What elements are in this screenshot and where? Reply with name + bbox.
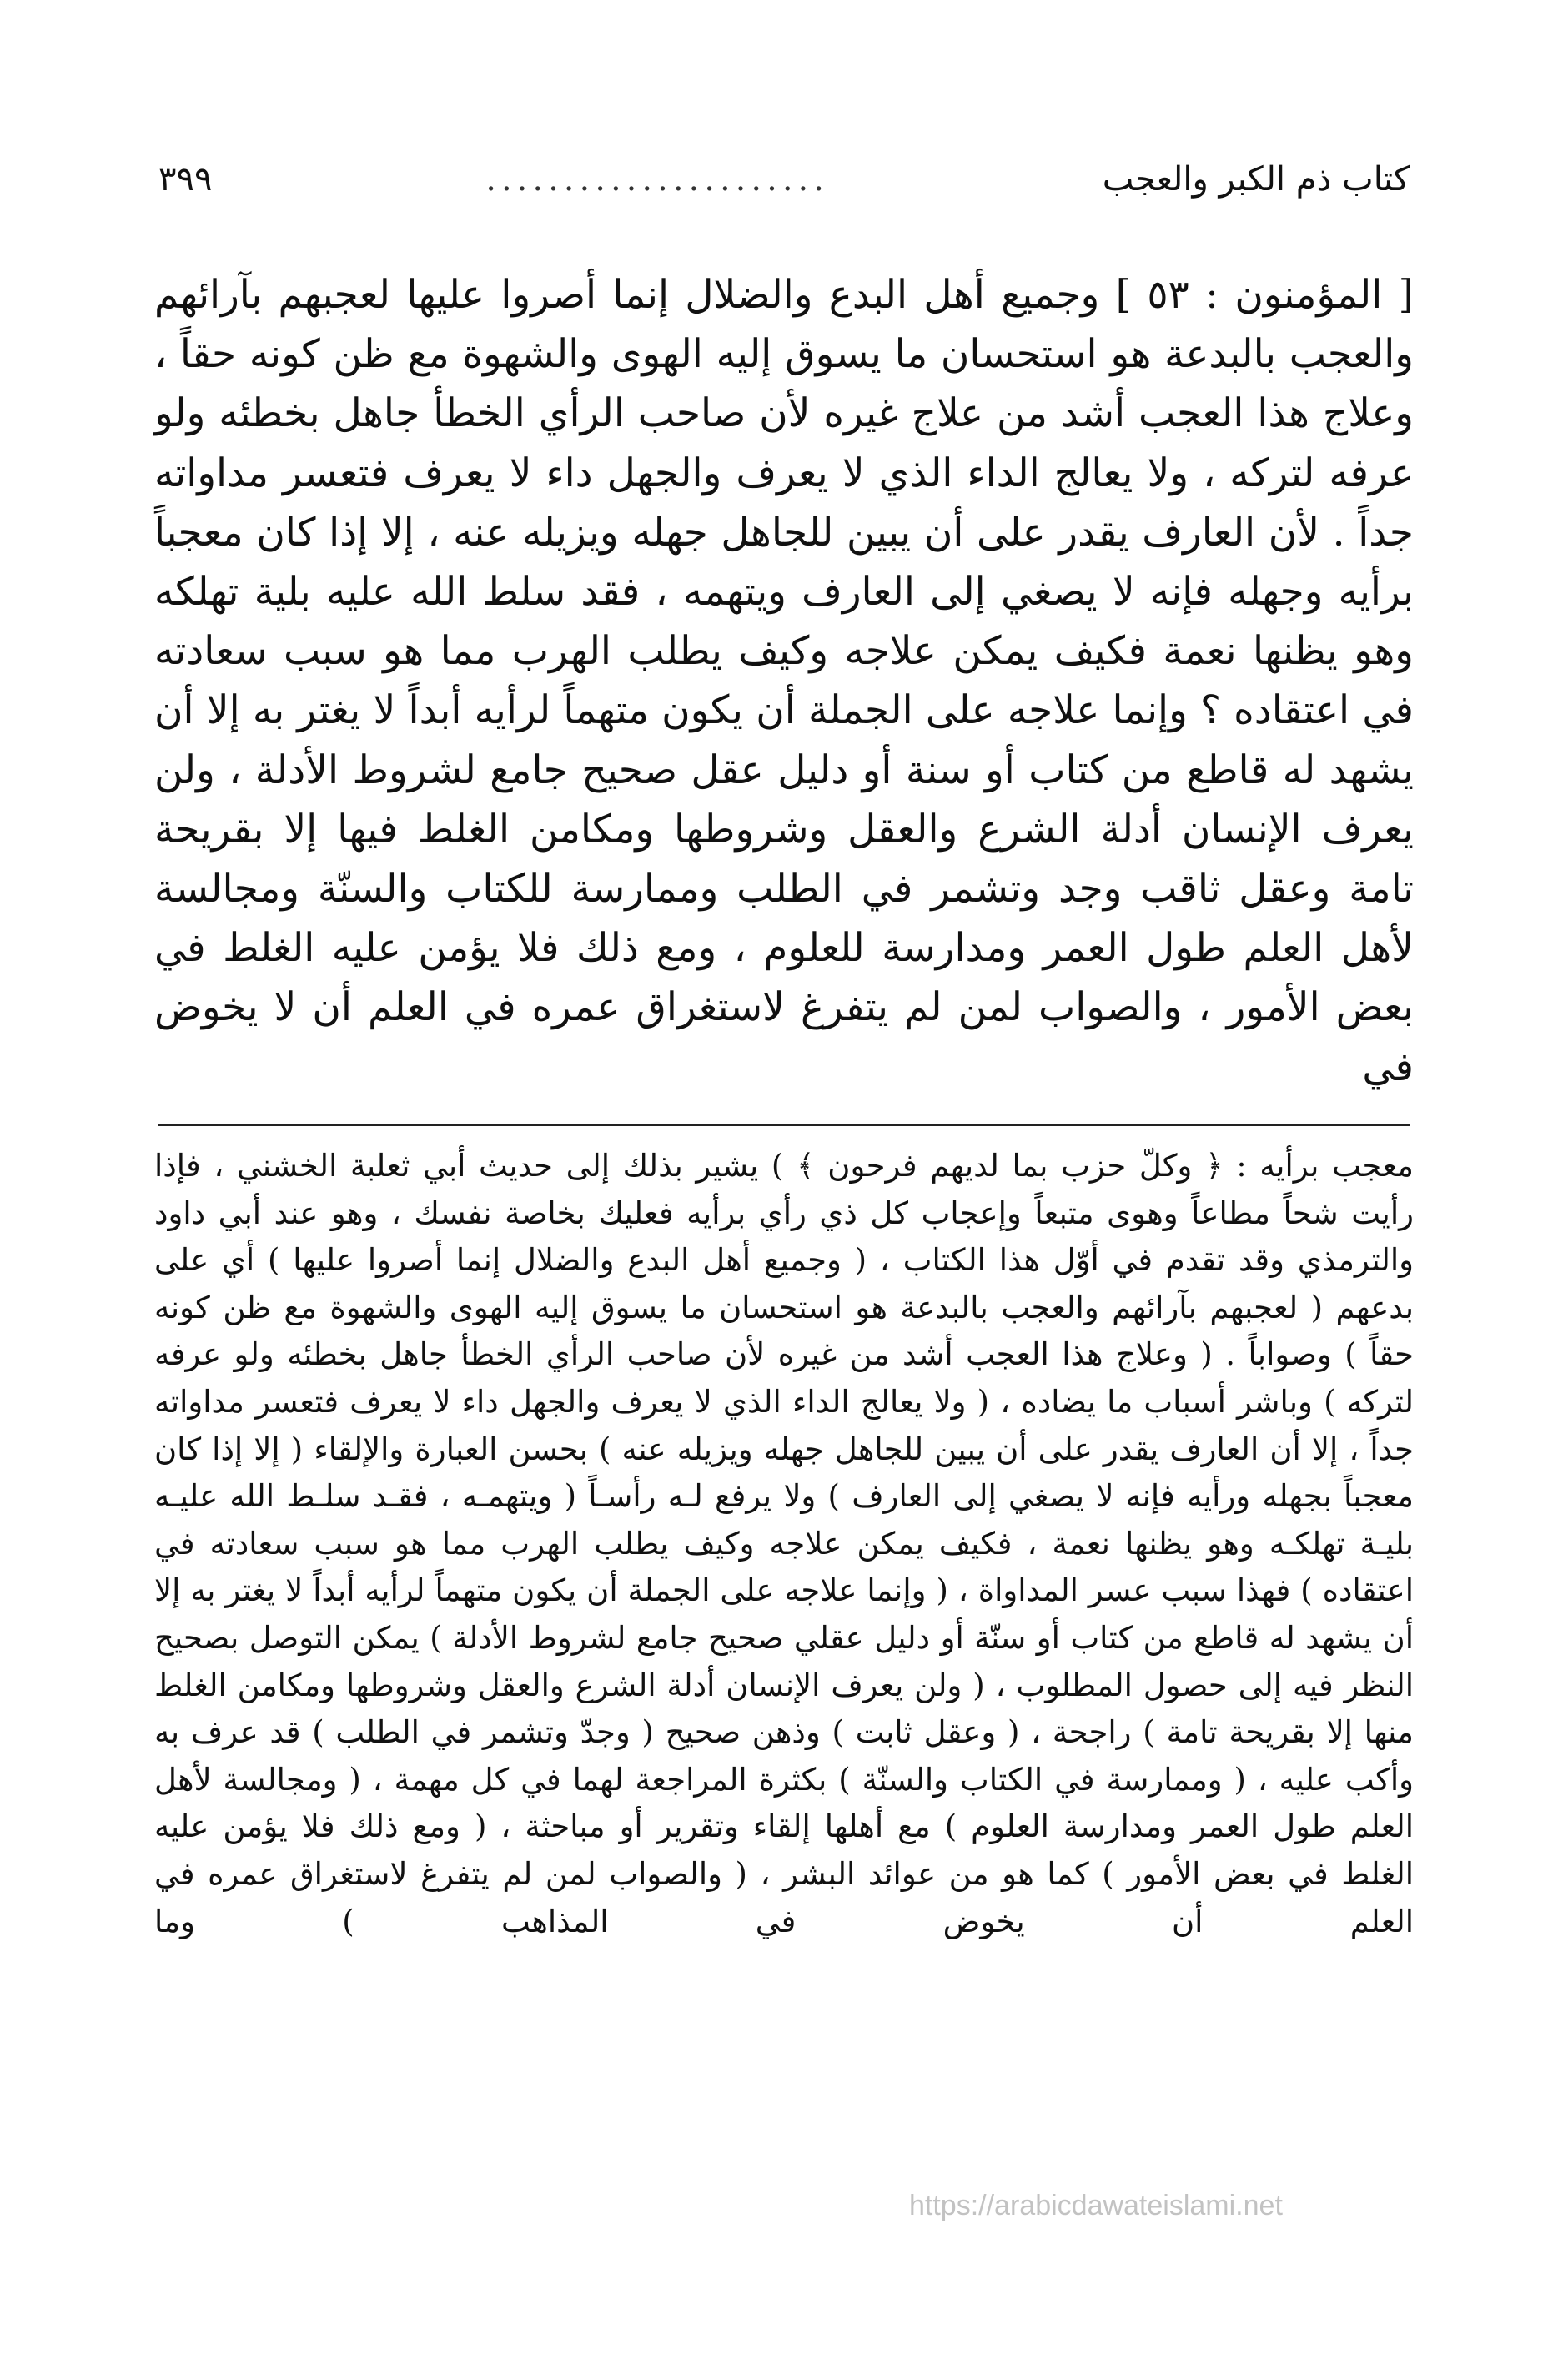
footnote-paragraph: معجب برأيه : ﴿ وكلّ حزب بما لديهم فرحون ﴾ ) يشير بذلك إلى حديث أبي ثعلبة الخشني ، فإذا رأيت شحاً مطاعاً وهوى متبعاً وإعجاب كل ذي رأي برأيه فعليك بخاصة نفسك ، وهو عند أبي داود والترمذي وقد تقدم في أوّل هذا الكتاب ، ( وجميع أهل البدع والضلال إنما أصروا عليها ) أي على بدعهم ( لعجبهم بآرائهم والعجب بالبدعة هو استحسان ما يسوق إليه الهوى والشهوة مع ظن كونه حقاً ) وصواباً . ( وعلاج هذا العجب أشد من غيره لأن صاحب الرأي الخطأ جاهل بخطئه ولو عرفه لتركه ) وباشر أسباب ما يضاده ، ( ولا يعالج الداء الذي لا يعرف والجهل داء لا يعرف فتعسر مداواته جداً ، إلا أن العارف يقدر على أن يبين للجاهل جهله ويزيله عنه ) بحسن العبارة والإلقاء ( إلا إذا كان معجباً بجهله ورأيه فإنه لا يصغي إلى العارف ) ولا يرفع لـه رأسـاً ( ويتهمـه ، فقـد سلـط الله عليـه بليـة تهلكـه وهو يظنها نعمة ، فكيف يمكن علاجه وكيف يطلب الهرب مما هو سبب سعادته في اعتقاده ) فهذا سبب عسر المداواة ، ( وإنما علاجه على الجملة أن يكون متهماً لرأيه أبداً لا يغتر به إلا أن يشهد له قاطع من كتاب أو سنّة أو دليل عقلي صحيح جامع لشروط الأدلة ) يمكن التوصل بصحيح النظر فيه إلى حصول المطلوب ، ( ولن يعرف الإنسان أدلة الشرع والعقل وشروطها ومكامن الغلط منها إلا بقريحة تامة ) راجحة ، ( وعقل ثابت ) وذهن صحيح ( وجدّ وتشمر في الطلب ) قد عرف به وأكب عليه ، ( وممارسة في الكتاب والسنّة ) بكثرة المراجعة لهما في كل مهمة ، ( ومجالسة لأهل العلم طول العمر ومدارسة العلوم ) مع أهلها إلقاء وتقرير أو مباحثة ، ( ومع ذلك فلا يؤمن عليه الغلط في بعض الأمور ) كما هو من عوائد البشر ، ( والصواب لمن لم يتفرغ لاستغراق عمره في العلم أن يخوض في المذاهب ) وما — [154, 1148, 1414, 1939]
footnote-divider — [158, 1124, 1410, 1126]
main-paragraph: [ المؤمنون : ٥٣ ] وجميع أهل البدع والضلال إنما أصروا عليها لعجبهم بآرائهم والعجب بالبدعة هو استحسان ما يسوق إليه الهوى والشهوة مع ظن كونه حقاً ، وعلاج هذا العجب أشد من علاج غيره لأن صاحب الرأي الخطأ جاهل بخطئه ولو عرفه لتركه ، ولا يعالج الداء الذي لا يعرف والجهل داء لا يعرف فتعسر مداواته جداً . لأن العارف يقدر على أن يبين للجاهل جهله ويزيله عنه ، إلا إذا كان معجباً برأيه وجهله فإنه لا يصغي إلى العارف ويتهمه ، فقد سلط الله عليه بلية تهلكه وهو يظنها نعمة فكيف يمكن علاجه وكيف يطلب الهرب مما هو سبب سعادته في اعتقاده ؟ وإنما علاجه على الجملة أن يكون متهماً لرأيه أبداً لا يغتر به إلا أن يشهد له قاطع من كتاب أو سنة أو دليل عقل صحيح جامع لشروط الأدلة ، ولن يعرف الإنسان أدلة الشرع والعقل وشروطها ومكامن الغلط فيها إلا بقريحة تامة وعقل ثاقب وجد وتشمر في الطلب وممارسة للكتاب والسنّة ومجالسة لأهل العلم طول العمر ومدارسة للعلوم ، ومع ذلك فلا يؤمن عليه الغلط في بعض الأمور ، والصواب لمن لم يتفرغ لاستغراق عمره في العلم أن لا يخوض في — [154, 272, 1414, 1090]
commentary-footnote — [154, 1143, 1414, 1945]
header-dot-leader: ...................... — [485, 160, 829, 199]
running-header — [158, 150, 1410, 209]
main-text-body — [154, 265, 1414, 1097]
page-number: ٣٩٩ — [158, 160, 213, 199]
book-title: كتاب ذم الكبر والعجب — [1102, 160, 1410, 199]
website-watermark: https://arabicdawateislami.net — [909, 2190, 1283, 2221]
